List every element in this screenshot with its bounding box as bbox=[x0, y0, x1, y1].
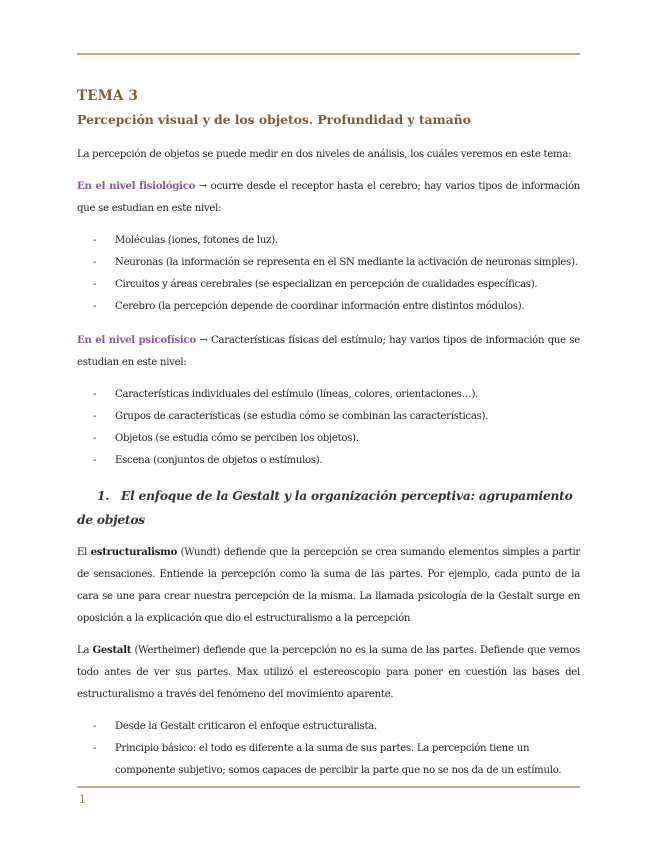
list-item: - Circuitos y áreas cerebrales (se especializan en percepción de cualidades específicas). bbox=[77, 274, 580, 296]
arrow-glyph: → bbox=[199, 335, 208, 346]
gestalt-list bbox=[77, 716, 580, 782]
list-item: - Principio básico: el todo es diferente a la suma de sus partes. La percepción tiene un componente subjetivo; somos capaces de percibir la parte que no se nos da de un estímulo. bbox=[77, 738, 580, 782]
page-subtitle: Percepción visual y de los objetos. Profundidad y tamaño bbox=[77, 112, 471, 127]
section-number: 1. bbox=[97, 489, 110, 503]
list-item: - Grupos de características (se estudia cómo se combinan las características). bbox=[77, 406, 580, 428]
tema-heading: TEMA 3 bbox=[77, 88, 139, 104]
list-item: - Cerebro (la percepción depende de coordinar información entre distintos módulos). bbox=[77, 296, 580, 318]
list-item: - Objetos (se estudia cómo se perciben los objetos). bbox=[77, 428, 580, 450]
term-estructuralismo: estructuralismo bbox=[90, 547, 178, 558]
list-item: - Escena (conjuntos de objetos o estímulos). bbox=[77, 450, 580, 472]
page-number: 1 bbox=[79, 793, 86, 806]
paragraph-lead: La bbox=[77, 645, 90, 656]
intro-paragraph: La percepción de objetos se puede medir en dos niveles de análisis, los cuáles veremos en este tema: bbox=[77, 149, 572, 160]
estructuralismo-paragraph bbox=[77, 542, 580, 630]
footer-rule bbox=[77, 786, 580, 788]
document-body bbox=[77, 86, 580, 794]
paragraph-text: (Wundt) defiende que la percepción se crea sumando elementos simples a partir de sensaciones. Entiende la percepción como la suma de las partes. Por ejemplo, cada punto de la cara se une para crear nuestra percepción de la misma. La llamada psicología de la Gestalt surge en oposición a la explicación que dio el estructuralismo a la percepción bbox=[77, 547, 581, 624]
fisiologico-list bbox=[77, 230, 580, 318]
fisiologico-paragraph bbox=[77, 176, 580, 220]
fisiologico-label: En el nivel fisiológico bbox=[77, 181, 196, 192]
list-item: - Desde la Gestalt criticaron el enfoque estructuralista. bbox=[77, 716, 580, 738]
fisiologico-text: ocurre desde el receptor hasta el cerebro; hay varios tipos de información que se estudian en este nivel: bbox=[77, 181, 581, 214]
psicofisico-paragraph bbox=[77, 330, 580, 374]
gestalt-paragraph bbox=[77, 640, 580, 706]
psicofisico-list bbox=[77, 384, 580, 472]
list-item: - Moléculas (iones, fotones de luz). bbox=[77, 230, 580, 252]
list-item: - Neuronas (la información se representa en el SN mediante la activación de neuronas simples). bbox=[77, 252, 580, 274]
header-rule bbox=[77, 53, 580, 55]
arrow-glyph: → bbox=[198, 181, 208, 192]
section-title: El enfoque de la Gestalt y la organización perceptiva: agrupamiento de objetos bbox=[77, 489, 573, 527]
section-heading bbox=[77, 484, 580, 532]
paragraph-lead: El bbox=[77, 547, 88, 558]
term-gestalt: Gestalt bbox=[92, 645, 132, 656]
list-item: - Características individuales del estímulo (líneas, colores, orientaciones…). bbox=[77, 384, 580, 406]
paragraph-text: (Wertheimer) defiende que la percepción no es la suma de las partes. Defiende que vemos todo antes de ver sus partes. Max utilizó el estereoscopio para poner en cuestión las bases del estructuralismo a través del fenómeno del movimiento aparente. bbox=[77, 645, 580, 700]
psicofisico-text: Características físicas del estímulo; hay varios tipos de información que se estudian en este nivel: bbox=[77, 335, 581, 368]
psicofisico-label: En el nivel psicofísico bbox=[77, 335, 196, 346]
